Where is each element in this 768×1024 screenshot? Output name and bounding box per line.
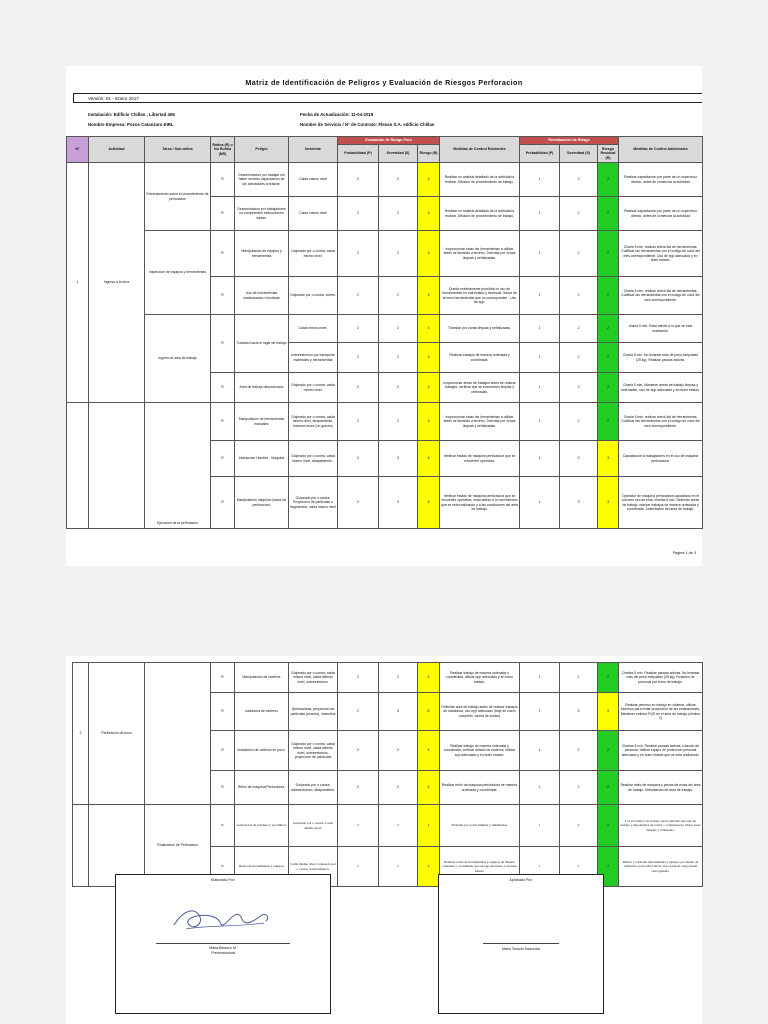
rutina-cell: R — [211, 693, 235, 731]
prob2-cell: 1 — [520, 163, 560, 197]
incidente-cell: Golpeado por o contra, cortes. — [289, 277, 338, 315]
activity-name: Perforacion de pozo — [89, 663, 145, 805]
header-rutina: Rutina (R) o No Rutina (NR) — [211, 137, 235, 163]
signature-box-elaborado — [115, 874, 331, 1014]
service-label: Nombre de Servicio / N° de Contrato: Flesan S.A. edificio Chillan — [300, 122, 435, 127]
task-cell — [145, 663, 211, 805]
adicionales-cell: Charlas 5 min. Realizar pausas activas. No levantar mas del peso estipulado (25 kg). Rotacion de personal por turno de trabajo. — [619, 663, 703, 693]
medidas-cell: Realizar un analisis detallado de la actividad a realizar. Difusion de procedimiento de trabajo. — [440, 197, 520, 231]
sev2-cell: 2 — [560, 343, 598, 373]
prob2-cell: 1 — [520, 771, 560, 805]
header-riesgo: Riesgo (R) — [418, 145, 440, 163]
rutina-cell: R — [211, 731, 235, 771]
risk-cell: 4 — [418, 231, 440, 277]
medidas-cell: Realizar trabajo de manera ordenada y coordinada, utilizar epp adecuado y en buen estado. — [440, 663, 520, 693]
adicionales-cell: Realizar retiro de maquina y piezas de estas del area de trabajo. Delimitacion de area de trabajo. — [619, 771, 703, 805]
risk-cell: 6 — [418, 441, 440, 477]
peligro-cell: soldadura de carteros — [235, 693, 289, 731]
risk-matrix-table-continued — [72, 662, 703, 887]
prob-cell: 2 — [338, 441, 379, 477]
sev-cell: 2 — [379, 847, 418, 887]
risk-cell: 4 — [418, 197, 440, 231]
header-actividad: Actividad — [89, 137, 145, 163]
medidas-cell: Delimitar area de trabajo antes de realizar trabajos de soldadura, uso epp adecuado (traje de cuero completo, careta de soldar) — [440, 693, 520, 731]
peligro-cell: Manipulacion de equipos y herramientas — [235, 231, 289, 277]
sev-cell: 2 — [379, 197, 418, 231]
sev2-cell: 3 — [560, 441, 598, 477]
rutina-cell: R — [211, 805, 235, 847]
update-date-label: Fecha de Actualización: 11-04-2018 — [300, 112, 374, 117]
prob2-cell: 1 — [520, 277, 560, 315]
peligro-cell: Retiro de maquina Perforadora. — [235, 771, 289, 805]
medidas-cell: Transitar por zonas limpias y señalizadas. — [440, 315, 520, 343]
residual-risk-cell: 3 — [598, 477, 619, 529]
prob-cell: 2 — [338, 277, 379, 315]
sev2-cell: 2 — [560, 663, 598, 693]
residual-risk-cell: 2 — [598, 163, 619, 197]
incidente-cell: Golpeado por o contra, caida mismo nivel, atrapamiento . — [289, 441, 338, 477]
prob2-cell: 1 — [520, 847, 560, 887]
risk-cell: 4 — [418, 805, 440, 847]
risk-cell: 6 — [418, 693, 440, 731]
residual-risk-cell: 2 — [598, 197, 619, 231]
document-title: Matriz de Identificación de Peligros y Evaluación de Riesgos Perforacion — [245, 78, 523, 87]
risk-cell: 4 — [418, 343, 440, 373]
peligro-cell: Instalacion de carteros en pozo. — [235, 731, 289, 771]
residual-risk-cell: 2 — [598, 731, 619, 771]
incidente-cell: sobreesfuerzo por transporte materiales y herramientas — [289, 343, 338, 373]
adicionales-cell: Charla 5 min, realizar check-list de herramientas. Codificar las herramientas con el codigo de color del mes correspondiente. Uso de epp adecuado y en buen estado. — [619, 231, 703, 277]
residual-risk-cell: 2 — [598, 403, 619, 441]
rutina-cell: R — [211, 373, 235, 403]
prob-cell: 2 — [338, 315, 379, 343]
incidente-cell: Caida mismo nivel — [289, 163, 338, 197]
medidas-cell: Inspeccionar areas de trabajos antes de realizar trabajos, verificar que se encuentren limpias y ordenadas. — [440, 373, 520, 403]
prob-cell: 2 — [338, 231, 379, 277]
header-eval-pura: Evaluación de Riesgo Puro — [338, 137, 440, 145]
rutina-cell: R — [211, 231, 235, 277]
incidente-cell: Golpeado por o contra, Proyeccion de particulas o fragmentos, caida mismo nivel — [289, 477, 338, 529]
residual-risk-cell: 3 — [598, 441, 619, 477]
peligro-cell: Area de trabajo desordenado — [235, 373, 289, 403]
adicionales-cell: Realizar permiso en trabajo en caliente, utilizar biombos para evitar proyeccion de las emanaciones, Mantener extintor PQS en el area de trabajo (minimo 2) — [619, 693, 703, 731]
prob2-cell: 1 — [520, 477, 560, 529]
rutina-cell: R — [211, 277, 235, 315]
peligro-cell: Desorientacion por trabajadores no comprenden instrucciones dadas. — [235, 197, 289, 231]
prob-cell: 2 — [338, 693, 379, 731]
sev-cell: 2 — [379, 315, 418, 343]
incidente-cell: Quemaduras, proyeccion de particulas (escoria), incendios — [289, 693, 338, 731]
sev-cell: 2 — [379, 805, 418, 847]
adicionales-cell: Los escombros de trabajo seran retirados del area de trabajo y depositados en tolvas o contenedores. Dejar areas limpias y ordenadas. — [619, 805, 703, 847]
prob2-cell: 1 — [520, 373, 560, 403]
residual-risk-cell: 2 — [598, 771, 619, 805]
table-row — [67, 163, 703, 197]
prob-cell: 2 — [338, 477, 379, 529]
sev2-cell: 2 — [560, 771, 598, 805]
incidente-cell: Golpeado por o contra, caida mismo nivel. — [289, 231, 338, 277]
medidas-cell: Verificar estado de maquina perforadora que se encuentre operativa. — [440, 441, 520, 477]
prob2-cell: 1 — [520, 663, 560, 693]
activity-num: 1 — [67, 163, 89, 403]
risk-cell: 4 — [418, 315, 440, 343]
sev-cell: 2 — [379, 663, 418, 693]
divider — [73, 93, 702, 94]
aprobado-name: Mario Tenorio Saavedra — [501, 947, 541, 951]
page-one — [66, 66, 702, 566]
residual-risk-cell: 2 — [598, 231, 619, 277]
rutina-cell: R — [211, 403, 235, 441]
incidente-cell: Golpeado por o contra, Caida mismo nivel — [289, 805, 338, 847]
peligro-cell: Manipulacion de herramientas manuales — [235, 403, 289, 441]
task-cell: Finalizacion de Perforacion — [145, 805, 211, 887]
risk-matrix-table — [66, 136, 703, 529]
prob2-cell: 1 — [520, 343, 560, 373]
incidente-cell: Golpeado por o contra, caida mismo nivel, caida distinto nivel, sobreesfuerzo. — [289, 663, 338, 693]
adicionales-cell: Charla 5 min, Mantener areas de trabajo limpias y ordenadas, Uso de epp adecuado y en buen estado. — [619, 373, 703, 403]
adicionales-cell: Charla 5 min, realizar check-list de herramientas. Codificar las herramientas con el codigo de color del mes correspondiente. — [619, 403, 703, 441]
version-label: Versión: 01 - Enero 2017 — [88, 96, 139, 101]
prob2-cell: 1 — [520, 231, 560, 277]
prob-cell: 2 — [338, 343, 379, 373]
adicionales-cell: Operador de maquina perforadora capacitado en el correcto uso de esta, charlas 5 min. Delimitar areas de trabajo, realizar trabajos de manera ordenada y coordinada. Delimitacion del area de trabajo. — [619, 477, 703, 529]
prob2-cell: 1 — [520, 693, 560, 731]
medidas-cell: Realizar retiro de herramientas y equipos de manera ordenada y coordinada, uso de epp adecuado y en buen estado. — [440, 847, 520, 887]
prob2-cell: 1 — [520, 403, 560, 441]
risk-cell: 4 — [418, 277, 440, 315]
rutina-cell: R — [211, 771, 235, 805]
incidente-cell: Golpeado por o contra, sobreesfuerzo, atrapamiento. — [289, 771, 338, 805]
risk-cell: 4 — [418, 403, 440, 441]
sev2-cell: 3 — [560, 693, 598, 731]
peligro-cell: Interaccion Hombre - Maquina — [235, 441, 289, 477]
aprobado-label: Aprobado Por: — [509, 878, 533, 882]
rutina-cell: R — [211, 477, 235, 529]
sev2-cell: 2 — [560, 847, 598, 887]
sev-cell: 2 — [379, 343, 418, 373]
incidente-cell: Caida mismo nivel — [289, 197, 338, 231]
peligro-cell: Retiro de herramientas y equipos — [235, 847, 289, 887]
sev-cell: 2 — [379, 373, 418, 403]
prob-cell: 2 — [338, 403, 379, 441]
prob-cell: 2 — [338, 847, 379, 887]
medidas-cell: Realizar trabajo de manera ordenada y coordinada, verificar estado de carteros, utilizar epp adecuado y en buen estado. — [440, 731, 520, 771]
prob-cell: 2 — [338, 731, 379, 771]
residual-risk-cell: 2 — [598, 315, 619, 343]
sev-cell: 2 — [379, 277, 418, 315]
table-row — [73, 805, 703, 847]
sev2-cell: 2 — [560, 731, 598, 771]
medidas-cell: Verificar estado de maquina perforadora que se encuentre operativa, estar atento a lo movimientos que se esta realizando y a las condiciones del area de trabajo. — [440, 477, 520, 529]
adicionales-cell: Capacitacion a trabajadores en el uso de maquina perforadora. — [619, 441, 703, 477]
adicionales-cell: Realizar capacitacion por parte de un supervisor directo, antes de comenzar la actividad — [619, 197, 703, 231]
risk-cell: 4 — [418, 373, 440, 403]
medidas-cell: Transitar por zonas limpias y señalizadas. — [440, 805, 520, 847]
company-label: Nombre Empresa: Pozos Catanzaro EIRL — [88, 122, 174, 127]
sev2-cell: 3 — [560, 477, 598, 529]
prob-cell: 2 — [338, 771, 379, 805]
sev2-cell: 2 — [560, 197, 598, 231]
header-medidas-adicionales: Medidas de Control Adicionales — [619, 137, 703, 163]
residual-risk-cell: 2 — [598, 373, 619, 403]
risk-cell: 4 — [418, 163, 440, 197]
sev-cell: 2 — [379, 403, 418, 441]
divider — [73, 102, 702, 103]
sev-cell: 2 — [379, 163, 418, 197]
residual-risk-cell: 2 — [598, 805, 619, 847]
prob-cell: 2 — [338, 163, 379, 197]
header-sev: Severidad (S) — [379, 145, 418, 163]
sev-cell: 3 — [379, 441, 418, 477]
peligro-cell: Manipulacion maquina (motor de perforacion) — [235, 477, 289, 529]
incidente-cell: Golpeado por o contra, caida mismo nivel, atrapamiento, lesiones leves (no graves) — [289, 403, 338, 441]
sev2-cell: 2 — [560, 231, 598, 277]
residual-risk-cell: 2 — [598, 847, 619, 887]
sev-cell: 3 — [379, 477, 418, 529]
prob2-cell: 1 — [520, 731, 560, 771]
risk-cell: 4 — [418, 847, 440, 887]
task-cell: Ejecución de la perforación — [145, 403, 211, 529]
table-row — [73, 663, 703, 693]
page-number: Pagina 1 de 3 — [672, 551, 696, 555]
incidente-cell: Golpeado por o contra, caida mismo nivel. — [289, 373, 338, 403]
table-row — [67, 231, 703, 277]
adicionales-cell: Charla 5 min. No levantar mas de peso estipulado (25 kg). Realizar pausas activas. — [619, 343, 703, 373]
risk-cell: 4 — [418, 663, 440, 693]
adicionales-cell: Charlas 5 min. Realizar pausas activas, rotacion de personal, Utilizar equipo de proteccion personal adecuado y en buen estado que se esta realizando. — [619, 731, 703, 771]
activity-num — [67, 403, 89, 529]
sev2-cell: 2 — [560, 373, 598, 403]
rutina-cell: R — [211, 847, 235, 887]
prob-cell: 2 — [338, 663, 379, 693]
header-prob: Probabilidad (P) — [338, 145, 379, 163]
residual-risk-cell: 2 — [598, 343, 619, 373]
medidas-cell: Queda estrictamente prohibido el uso de herramientas en mal estado y hechizas. Sacar de terreno herramientas que no corresponden . Uso de epp. — [440, 277, 520, 315]
sev2-cell: 2 — [560, 403, 598, 441]
header-reeval: Reevaluación de Riesgo — [520, 137, 619, 145]
prob-cell: 2 — [338, 805, 379, 847]
rutina-cell: R — [211, 163, 235, 197]
signature-line — [156, 943, 290, 944]
elaborado-name: Maria Belasco M. — [209, 946, 237, 950]
sev-cell: 2 — [379, 731, 418, 771]
prob-cell: 2 — [338, 373, 379, 403]
medidas-cell: Realizar trabajos de manera ordenada y coordinada. — [440, 343, 520, 373]
incidente-cell: Caida mismo nivel. — [289, 315, 338, 343]
residual-risk-cell: 3 — [598, 693, 619, 731]
table-row — [67, 403, 703, 441]
elaborado-role: Prevencionista — [211, 951, 235, 955]
task-cell: Inspeccion de equipos y herramientas — [145, 231, 211, 315]
signature-line — [483, 943, 559, 944]
sev-cell: 2 — [379, 231, 418, 277]
peligro-cell: Generacion de residuos y escombros — [235, 805, 289, 847]
elaborado-label: Elaborado Por: — [211, 878, 235, 882]
medidas-cell: Inspeccionar todas las herramientas a utilizar antes de llevarlas a terreno. Transitar por zonas limpias y señalizadas. — [440, 403, 520, 441]
incidente-cell: Caida mismo nivel. Golpeado por o contra, Sobreesfuerzo. — [289, 847, 338, 887]
activity-num — [73, 805, 89, 887]
header-riesgo-res: Riesgo Residual (R) — [598, 145, 619, 163]
prob2-cell: 1 — [520, 197, 560, 231]
sev-cell: 3 — [379, 693, 418, 731]
header-prob2: Probabilidad (P) — [520, 145, 560, 163]
peligro-cell: Manipulacion de carteros — [235, 663, 289, 693]
prob2-cell: 1 — [520, 315, 560, 343]
signature-box-aprobado — [438, 874, 604, 1014]
risk-cell: 4 — [418, 731, 440, 771]
installation-label: Instalación: Edificio Chillan , Libertad 455 — [88, 112, 175, 117]
header-sev2: Severidad (S) — [560, 145, 598, 163]
medidas-cell: Realizar un analisis detallado de la actividad a realizar. Difusion de procedimiento de trabajo. — [440, 163, 520, 197]
header-medidas: Medidas de Control Existentes — [440, 137, 520, 163]
task-cell: Entrenamiento sobre el procedimiento de perforacion — [145, 163, 211, 231]
sev2-cell: 2 — [560, 277, 598, 315]
header-peligro: Peligro — [235, 137, 289, 163]
adicionales-cell: charla 5 min, Estar atento a lo que se esta realizando. — [619, 315, 703, 343]
prob2-cell: 1 — [520, 441, 560, 477]
rutina-cell: R — [211, 197, 235, 231]
sev2-cell: 2 — [560, 315, 598, 343]
task-cell: Ingreso al area de trabajo — [145, 315, 211, 403]
adicionales-cell: Realizar capacitacion por parte de un supervisor directo, antes de comenzar la actividad — [619, 163, 703, 197]
header-num: N° — [67, 137, 89, 163]
adicionales-cell: Charla 5 min, realizar check-list de herramientas. Codificar las herramientas con el codigo de color del mes correspondiente. — [619, 277, 703, 315]
peligro-cell: Desorientacion por trabajar sin haber recivido capacitacion de las actividades a realizar. — [235, 163, 289, 197]
table-row — [67, 315, 703, 343]
activity-name — [89, 403, 145, 529]
divider — [73, 93, 74, 102]
header-incidente: Incidente — [289, 137, 338, 163]
activity-name: Ingreso a la obra — [89, 163, 145, 403]
risk-cell: 6 — [418, 477, 440, 529]
rutina-cell: R — [211, 441, 235, 477]
adicionales-cell: Retirar y trasladar herramientas y equipos por medio de vehiculos, para evitar llevar en la parte de carga desde cerro/ganado. — [619, 847, 703, 887]
prob2-cell: 1 — [520, 805, 560, 847]
rutina-cell: R — [211, 315, 235, 373]
sev2-cell: 2 — [560, 805, 598, 847]
peligro-cell: Uso de herramientas inadecuadas o hechizas — [235, 277, 289, 315]
residual-risk-cell: 2 — [598, 663, 619, 693]
residual-risk-cell: 2 — [598, 277, 619, 315]
prob-cell: 2 — [338, 197, 379, 231]
signature-drawing — [166, 895, 278, 941]
sev-cell: 2 — [379, 771, 418, 805]
incidente-cell: Golpeado por o contra, caida mismo nivel, caida distinto nivel, sobreesfuerzo, proyeccion de particulas — [289, 731, 338, 771]
risk-cell: 4 — [418, 771, 440, 805]
sev2-cell: 2 — [560, 163, 598, 197]
peligro-cell: Traslado hacia el lugar de trabajo — [235, 315, 289, 373]
medidas-cell: Realizar retiro de maquina perforadora de manera ordenada y coordinada. — [440, 771, 520, 805]
header-tarea: Tarea / Sub-rutina — [145, 137, 211, 163]
activity-num: 2 — [73, 663, 89, 805]
rutina-cell: R — [211, 663, 235, 693]
medidas-cell: Inspeccionar todas las herramientas a utilizar antes de llevarlas a terreno. Transitar por zonas limpias y señalizadas. — [440, 231, 520, 277]
